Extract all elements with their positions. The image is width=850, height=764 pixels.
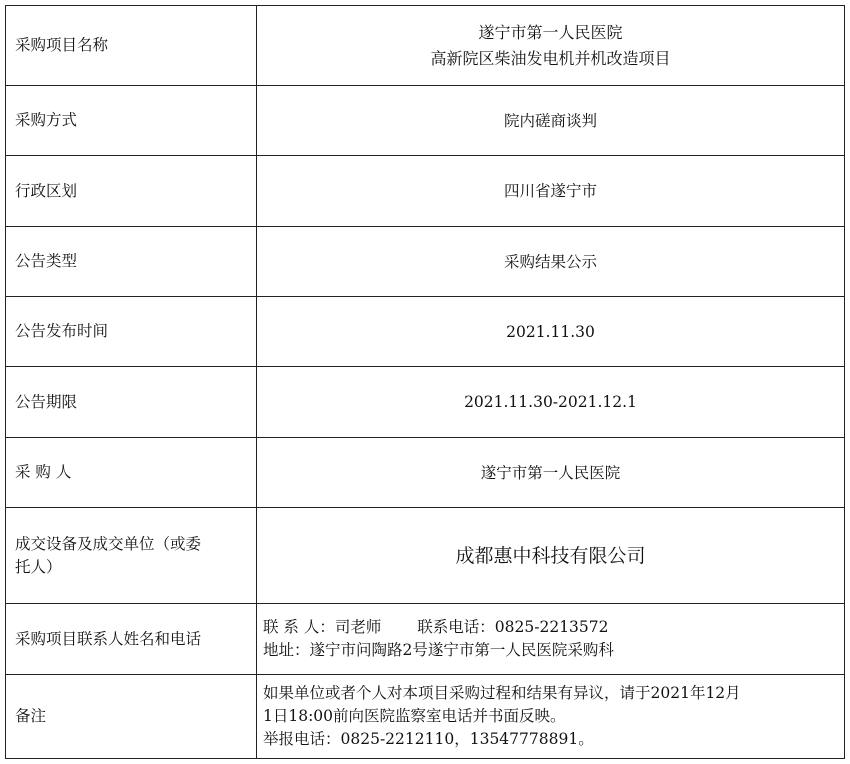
remarks-line-2: 1日18:00前向医院监察室电话并书面反映。 <box>263 707 566 725</box>
row-notice-type <box>6 227 845 297</box>
row-region <box>6 156 845 227</box>
purchaser-value: 遂宁市第一人民医院 <box>257 438 845 508</box>
row-publish-time <box>6 297 845 367</box>
row-remarks <box>6 675 845 759</box>
region-label: 行政区划 <box>6 156 257 227</box>
contact-address: 地址：遂宁市问陶路2号遂宁市第一人民医院采购科 <box>263 641 614 659</box>
row-winner <box>6 508 845 604</box>
project-name-line-2: 高新院区柴油发电机并机改造项目 <box>430 48 671 68</box>
project-name-label: 采购项目名称 <box>6 6 257 86</box>
remarks-line-1: 如果单位或者个人对本项目采购过程和结果有异议，请于2021年12月 <box>263 684 741 702</box>
remarks-line-3: 举报电话：0825-2212110，13547778891。 <box>263 730 594 748</box>
row-period <box>6 367 845 438</box>
procurement-result-table <box>5 5 845 759</box>
winner-label <box>6 508 257 604</box>
project-name-line-1: 遂宁市第一人民医院 <box>478 22 623 42</box>
winner-label-line-2: 托人） <box>15 557 62 576</box>
contact-person-phone: 联 系 人：司老师 联系电话：0825-2213572 <box>263 618 609 636</box>
winner-label-line-1: 成交设备及成交单位（或委 <box>15 534 202 553</box>
remarks-value <box>257 675 845 759</box>
contact-value <box>257 604 845 675</box>
winner-value: 成都惠中科技有限公司 <box>257 508 845 604</box>
notice-type-label: 公告类型 <box>6 227 257 297</box>
publish-time-label: 公告发布时间 <box>6 297 257 367</box>
purchaser-label: 采 购 人 <box>6 438 257 508</box>
row-purchaser <box>6 438 845 508</box>
notice-type-value: 采购结果公示 <box>257 227 845 297</box>
row-contact <box>6 604 845 675</box>
contact-label: 采购项目联系人姓名和电话 <box>6 604 257 675</box>
region-value: 四川省遂宁市 <box>257 156 845 227</box>
period-label: 公告期限 <box>6 367 257 438</box>
project-name-value <box>257 6 845 86</box>
row-method <box>6 86 845 156</box>
period-value: 2021.11.30-2021.12.1 <box>257 367 845 438</box>
method-value: 院内磋商谈判 <box>257 86 845 156</box>
remarks-label: 备注 <box>6 675 257 759</box>
publish-time-value: 2021.11.30 <box>257 297 845 367</box>
row-project-name <box>6 6 845 86</box>
method-label: 采购方式 <box>6 86 257 156</box>
announcement-sheet <box>5 5 844 758</box>
